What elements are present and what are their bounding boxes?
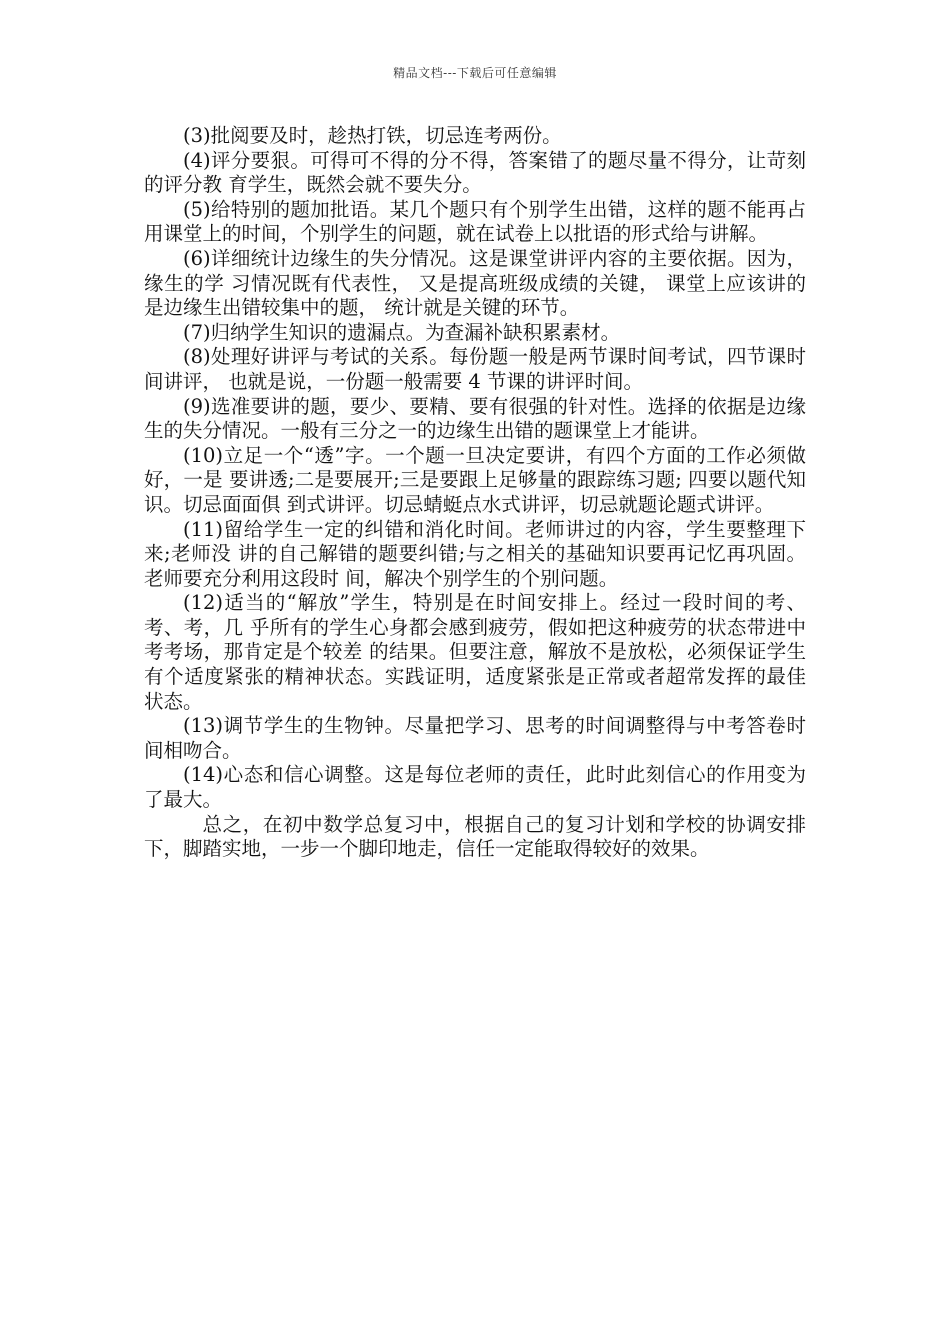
paragraph-item-8: (8)处理好讲评与考试的关系。每份题一般是两节课时间考试，四节课时间讲评， 也就是说，一份题一般需要 4 节课的讲评时间。 [144,345,806,393]
paragraph-item-11: (11)留给学生一定的纠错和消化时间。老师讲过的内容，学生要整理下来;老师没 讲的自己解错的题要纠错;与之相关的基础知识要再记忆再巩固。老师要充分利用这段时 间，解决个别学生的个别问题。 [144,517,806,590]
summary-paragraph: 总之，在初中数学总复习中，根据自己的复习计划和学校的协调安排下，脚踏实地，一步一个脚印地走，信任一定能取得较好的效果。 [144,812,806,861]
paragraph-item-9: (9)选准要讲的题，要少、要精、要有很强的针对性。选择的依据是边缘生的失分情况。一般有三分之一的边缘生出错的题课堂上才能讲。 [144,394,806,443]
page-header: 精品文档---下载后可任意编辑 [393,66,557,80]
paragraph-item-4: (4)评分要狠。可得可不得的分不得，答案错了的题尽量不得分，让苛刻的评分教 育学生，既然会就不要失分。 [144,148,806,197]
paragraph-item-10: (10)立足一个“透”字。一个题一旦决定要讲，有四个方面的工作必须做好，一是 要讲透;二是要展开;三是要跟上足够量的跟踪练习题; 四要以题代知识。切忌面面俱 到式讲评。切忌蜻蜓点水式讲评，切忌就题论题式讲评。 [144,443,806,516]
paragraph-item-12: (12)适当的“解放”学生，特别是在时间安排上。经过一段时间的考、考、考，几 乎所有的学生心身都会感到疲劳，假如把这种疲劳的状态带进中考考场，那肯定是个较差 的结果。但要注意，解放不是放松，必须保证学生有个适度紧张的精神状态。实践证明，适度紧张是正常或者超常发挥的最佳状态。 [144,591,806,713]
paragraph-item-14: (14)心态和信心调整。这是每位老师的责任，此时此刻信心的作用变为了最大。 [144,763,806,812]
paragraph-item-6: (6)详细统计边缘生的失分情况。这是课堂讲评内容的主要依据。因为，缘生的学 习情况既有代表性， 又是提高班级成绩的关键， 课堂上应该讲的是边缘生出错较集中的题， 统计就是关键的环节。 [144,246,806,320]
paragraph-item-3: (3)批阅要及时，趁热打铁，切忌连考两份。 [183,124,562,147]
document-body [144,124,806,862]
paragraph-item-13: (13)调节学生的生物钟。尽量把学习、思考的时间调整得与中考答卷时间相吻合。 [144,714,806,762]
paragraph-item-5: (5)给特别的题加批语。某几个题只有个别学生出错，这样的题不能再占用课堂上的时间，个别学生的问题，就在试卷上以批语的形式给与讲解。 [144,197,806,246]
paragraph-item-7: (7)归纳学生知识的遗漏点。为查漏补缺积累素材。 [183,320,621,344]
